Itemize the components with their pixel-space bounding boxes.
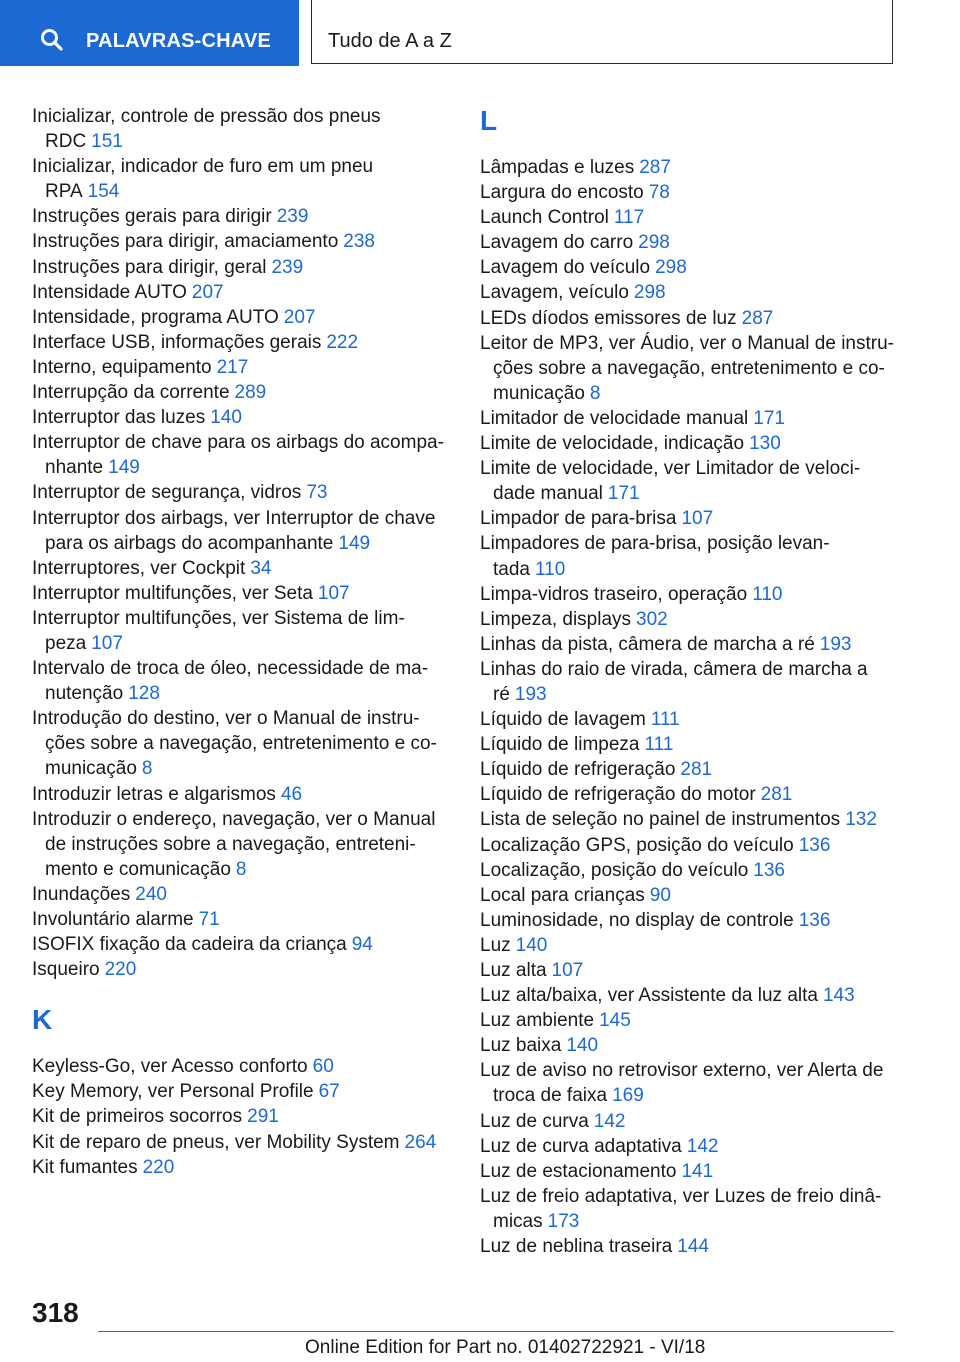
index-term: Luz de curva adaptativa — [480, 1135, 682, 1157]
index-term: Luz de freio adaptativa, ver Luzes de freio dinâ- — [480, 1185, 882, 1207]
index-term: Inicializar, controle de pressão dos pneus — [32, 106, 381, 127]
index-term-continuation: nhante — [45, 457, 104, 479]
index-entry — [32, 280, 452, 305]
index-entry — [480, 657, 910, 707]
index-term: Linhas da pista, câmera de marcha a ré — [480, 633, 815, 655]
index-term: Introdução do destino, ver o Manual de instru- — [32, 708, 420, 730]
page-reference-link[interactable]: 111 — [644, 734, 674, 756]
page-reference-link[interactable]: 140 — [566, 1035, 599, 1057]
index-entry — [32, 154, 452, 204]
page-reference-link[interactable]: 193 — [819, 633, 852, 655]
index-entry — [32, 581, 452, 606]
index-term: Inicializar, indicador de furo em um pneu — [32, 156, 374, 178]
page-reference-link[interactable]: 149 — [338, 532, 371, 554]
index-term: Interruptor multifunções, ver Sistema de lim- — [32, 607, 405, 629]
index-term: Intensidade AUTO — [32, 281, 187, 303]
index-term-continuation: tada — [493, 558, 530, 580]
index-term: Limpa-vidros traseiro, operação — [480, 583, 748, 605]
index-entry — [32, 380, 452, 405]
index-entry — [480, 983, 910, 1008]
index-entry — [32, 506, 452, 556]
page-reference-link[interactable]: 287 — [639, 157, 671, 178]
index-term: Lavagem do carro — [480, 232, 634, 254]
page-reference-link[interactable]: 151 — [91, 131, 123, 153]
page-reference-link[interactable]: 8 — [589, 382, 601, 404]
index-term: Interno, equipamento — [32, 356, 212, 378]
index-term: Luz de curva — [480, 1110, 589, 1132]
page-reference-link[interactable]: 110 — [752, 583, 783, 605]
index-term: Largura do encosto — [480, 182, 644, 204]
index-entry — [480, 1109, 910, 1134]
page-reference-link[interactable]: 8 — [141, 758, 153, 780]
page-reference-link[interactable]: 71 — [198, 909, 220, 930]
index-entry — [480, 757, 910, 782]
index-term: Luz de aviso no retrovisor externo, ver Alerta de — [480, 1060, 884, 1082]
page-header — [0, 0, 960, 66]
index-term: Kit de reparo de pneus, ver Mobility System — [32, 1131, 400, 1153]
index-entry — [32, 405, 452, 430]
index-term-continuation: para os airbags do acompanhante — [45, 532, 334, 554]
page-reference-link[interactable]: 298 — [638, 232, 670, 254]
index-term: Líquido de lavagem — [480, 709, 646, 731]
index-entry — [32, 932, 452, 957]
index-term: Kit de primeiros socorros — [32, 1106, 243, 1128]
index-term: Launch Control — [480, 207, 609, 229]
page-reference-link[interactable]: 132 — [845, 809, 877, 831]
page-reference-link[interactable]: 73 — [306, 482, 328, 504]
page-reference-link[interactable]: 8 — [235, 858, 247, 880]
index-entry — [480, 456, 910, 506]
page-reference-link[interactable]: 171 — [753, 407, 785, 429]
index-entry — [32, 606, 452, 656]
index-term: Localização GPS, posição do veículo — [480, 834, 794, 856]
index-entry — [32, 355, 452, 380]
index-entry — [32, 330, 452, 355]
page-reference-link[interactable]: 34 — [250, 557, 272, 579]
index-entry — [480, 782, 910, 807]
index-term: Limite de velocidade, ver Limitador de veloci- — [480, 458, 861, 480]
page-reference-link[interactable]: 136 — [798, 834, 831, 856]
page-reference-link[interactable]: 136 — [753, 859, 785, 881]
page-reference-link[interactable]: 143 — [822, 985, 855, 1007]
page-reference-link[interactable]: 220 — [104, 959, 137, 981]
footer-divider — [98, 1331, 894, 1332]
index-entry — [480, 607, 910, 632]
index-term: Limite de velocidade, indicação — [480, 433, 745, 455]
index-term: Instruções gerais para dirigir — [32, 206, 272, 228]
index-term: Interruptor de chave para os airbags do acompa- — [32, 432, 444, 454]
index-term: ISOFIX fixação da cadeira da criança — [32, 934, 347, 956]
index-term: Introduzir letras e algarismos — [32, 783, 276, 805]
index-term: Lavagem do veículo — [480, 257, 651, 279]
index-term-continuation: micas — [493, 1210, 543, 1232]
index-entry — [32, 305, 452, 330]
page-reference-link[interactable]: 264 — [404, 1131, 437, 1153]
page-reference-link[interactable]: 149 — [108, 457, 140, 479]
page-reference-link[interactable]: 239 — [276, 206, 309, 228]
index-entry — [480, 632, 910, 657]
page-number: 318 — [32, 1297, 79, 1328]
a-to-z-tab[interactable] — [311, 0, 893, 64]
index-term-continuation: dade manual — [493, 483, 603, 505]
index-term: Interrupção da corrente — [32, 382, 230, 404]
index-term: Leitor de MP3, ver Áudio, ver o Manual de instru- — [480, 332, 894, 354]
index-column-left — [32, 104, 452, 1180]
index-entry — [32, 255, 452, 280]
index-term: Interface USB, informações gerais — [32, 331, 322, 353]
index-entry — [480, 582, 910, 607]
index-entry — [480, 1033, 910, 1058]
index-entry — [480, 707, 910, 732]
index-entry — [480, 506, 910, 531]
page-reference-link[interactable]: 173 — [547, 1210, 580, 1232]
index-term: Luz de neblina traseira — [480, 1236, 673, 1258]
index-entry — [480, 406, 910, 431]
page-reference-link[interactable]: 46 — [280, 783, 303, 805]
page-reference-link[interactable]: 140 — [515, 934, 548, 956]
page-reference-link[interactable]: 171 — [607, 483, 640, 505]
index-entry — [480, 531, 910, 581]
index-term: Isqueiro — [32, 959, 100, 981]
index-term-continuation: RPA — [45, 181, 83, 203]
index-term-continuation: mento e comunicação — [45, 858, 231, 880]
page-reference-link[interactable]: 111 — [650, 709, 680, 731]
index-term: Involuntário alarme — [32, 909, 194, 930]
index-term: Limpadores de para-brisa, posição levan- — [480, 533, 830, 555]
index-entry — [32, 1130, 452, 1155]
page-reference-link[interactable]: 144 — [677, 1236, 709, 1258]
index-entry — [480, 908, 910, 933]
index-entry — [32, 706, 452, 781]
index-term: Interruptor dos airbags, ver Interruptor de chave — [32, 507, 436, 529]
index-term-continuation: nutenção — [45, 683, 124, 705]
index-entry — [480, 1008, 910, 1033]
section-letter-k: K — [32, 1004, 53, 1036]
index-term: Luz ambiente — [480, 1010, 595, 1032]
index-entry — [480, 431, 910, 456]
index-entry — [480, 205, 910, 230]
index-term: Linhas do raio de virada, câmera de marcha a — [480, 658, 868, 680]
page-reference-link[interactable]: 130 — [749, 433, 781, 455]
page-reference-link[interactable]: 67 — [318, 1081, 340, 1103]
keywords-button[interactable] — [0, 0, 299, 66]
index-entry — [32, 556, 452, 581]
page-reference-link[interactable]: 90 — [649, 884, 671, 906]
index-entry — [32, 907, 452, 932]
search-icon — [40, 28, 64, 52]
index-term: Luz alta — [480, 960, 547, 981]
index-entry — [480, 280, 910, 305]
page-reference-link[interactable]: 141 — [681, 1160, 714, 1182]
index-entry — [480, 1058, 910, 1108]
page-reference-link[interactable]: 287 — [741, 307, 774, 329]
index-entry — [32, 480, 452, 505]
index-entry — [480, 255, 910, 280]
page-reference-link[interactable]: 117 — [613, 207, 645, 229]
page-reference-link[interactable]: 302 — [636, 608, 668, 630]
page-reference-link[interactable]: 94 — [351, 934, 373, 956]
page-reference-link[interactable]: 289 — [234, 382, 267, 404]
index-entry — [32, 204, 452, 229]
index-term: Líquido de limpeza — [480, 734, 640, 756]
index-column-right — [480, 104, 910, 1259]
index-term: Intervalo de troca de óleo, necessidade de ma- — [32, 658, 429, 680]
page-reference-link[interactable]: 142 — [686, 1135, 719, 1157]
index-entry — [480, 1134, 910, 1159]
page-reference-link[interactable]: 238 — [343, 231, 375, 253]
index-term: Lâmpadas e luzes — [480, 157, 635, 178]
index-entry — [480, 180, 910, 205]
index-term: Inundações — [32, 883, 131, 905]
index-term-continuation: peza — [45, 632, 87, 654]
page-reference-link[interactable]: 78 — [648, 182, 670, 204]
index-entry — [32, 229, 452, 254]
index-entry — [480, 833, 910, 858]
page-reference-link[interactable]: 239 — [271, 256, 304, 278]
a-to-z-label: Tudo de A a Z — [328, 30, 452, 52]
index-entry — [480, 331, 910, 406]
index-term-continuation: ré — [493, 683, 510, 705]
index-term: Local para crianças — [480, 884, 645, 906]
index-entry — [480, 155, 910, 180]
page-reference-link[interactable]: 291 — [247, 1106, 279, 1128]
index-entry — [480, 933, 910, 958]
index-entry — [32, 104, 452, 154]
index-entry — [480, 230, 910, 255]
index-term-continuation: ções sobre a navegação, entretenimento e co- — [493, 357, 885, 379]
index-term: Luz alta/baixa, ver Assistente da luz alta — [480, 985, 818, 1007]
index-entry — [32, 782, 452, 807]
index-term-continuation: municação — [493, 382, 585, 404]
index-term: Luz — [480, 934, 511, 956]
page-reference-link[interactable]: 107 — [317, 582, 350, 604]
index-term: LEDs díodos emissores de luz — [480, 307, 737, 329]
index-entry — [32, 1104, 452, 1129]
index-term: Instruções para dirigir, geral — [32, 256, 267, 278]
page-reference-link[interactable]: 240 — [135, 883, 167, 905]
index-term: Interruptor de segurança, vidros — [32, 482, 302, 504]
index-entry — [32, 430, 452, 480]
index-entry — [32, 1155, 452, 1180]
index-term: Limpador de para-brisa — [480, 508, 677, 530]
index-term-continuation: troca de faixa — [493, 1085, 608, 1107]
page-reference-link[interactable]: 110 — [534, 558, 566, 580]
page-reference-link[interactable]: 107 — [91, 632, 123, 654]
index-entry — [480, 858, 910, 883]
page-reference-link[interactable]: 222 — [326, 331, 359, 353]
index-term: Keyless-Go, ver Acesso conforto — [32, 1056, 308, 1078]
page-reference-link[interactable]: 207 — [283, 306, 316, 328]
index-term-continuation: RDC — [45, 131, 87, 153]
index-term: Luz baixa — [480, 1035, 562, 1057]
page-reference-link[interactable]: 140 — [210, 407, 242, 429]
index-term: Kit fumantes — [32, 1156, 138, 1178]
index-entry — [32, 656, 452, 706]
index-entry — [480, 807, 910, 832]
index-term: Limitador de velocidade manual — [480, 407, 749, 429]
index-entry — [480, 1159, 910, 1184]
index-entry — [32, 1054, 452, 1079]
index-term: Intensidade, programa AUTO — [32, 306, 279, 328]
page-reference-link[interactable]: 136 — [798, 909, 831, 931]
page-reference-link[interactable]: 60 — [312, 1056, 334, 1078]
page-reference-link[interactable]: 107 — [681, 508, 714, 530]
section-letter-l: L — [480, 105, 498, 136]
index-term: Luz de estacionamento — [480, 1160, 677, 1182]
index-entry — [32, 807, 452, 882]
page-reference-link[interactable]: 169 — [612, 1085, 644, 1107]
index-term: Key Memory, ver Personal Profile — [32, 1081, 314, 1103]
page-reference-link[interactable]: 142 — [593, 1110, 626, 1132]
page-reference-link[interactable]: 107 — [551, 960, 584, 981]
index-term: Líquido de refrigeração do motor — [480, 784, 756, 806]
page-reference-link[interactable]: 193 — [514, 683, 547, 705]
index-entry — [32, 882, 452, 907]
page-reference-link[interactable]: 220 — [142, 1156, 175, 1178]
index-term-continuation: ções sobre a navegação, entretenimento e co- — [45, 733, 437, 755]
page-reference-link[interactable]: 217 — [216, 356, 249, 378]
index-term-continuation: municação — [45, 758, 137, 780]
page-reference-link[interactable]: 298 — [633, 282, 666, 304]
page-reference-link[interactable]: 207 — [191, 281, 224, 303]
index-entry — [32, 1079, 452, 1104]
index-term: Luminosidade, no display de controle — [480, 909, 794, 931]
index-entry — [480, 883, 910, 908]
page-reference-link[interactable]: 154 — [87, 181, 120, 203]
index-term: Interruptores, ver Cockpit — [32, 557, 246, 579]
index-entry — [480, 1184, 910, 1234]
index-entry — [480, 306, 910, 331]
index-term: Lavagem, veículo — [480, 282, 629, 304]
index-term-continuation: de instruções sobre a navegação, entreteni- — [45, 833, 416, 855]
page-reference-link[interactable]: 298 — [655, 257, 687, 279]
page-reference-link[interactable]: 281 — [680, 759, 713, 781]
edition-note: Online Edition for Part no. 01402722921 - VI/18 — [305, 1337, 706, 1358]
index-term: Localização, posição do veículo — [480, 859, 749, 881]
index-term: Introduzir o endereço, navegação, ver o Manual — [32, 808, 436, 830]
index-term: Lista de seleção no painel de instrumentos — [480, 809, 841, 831]
index-term: Instruções para dirigir, amaciamento — [32, 231, 339, 253]
page-reference-link[interactable]: 145 — [599, 1010, 631, 1032]
index-term: Interruptor multifunções, ver Seta — [32, 582, 313, 604]
keywords-button-label: PALAVRAS-CHAVE — [86, 30, 272, 52]
index-term: Limpeza, displays — [480, 608, 632, 630]
page-reference-link[interactable]: 281 — [760, 784, 793, 806]
index-entry — [480, 732, 910, 757]
index-entry — [32, 957, 452, 982]
index-entry — [480, 1234, 910, 1259]
index-term: Líquido de refrigeração — [480, 759, 676, 781]
index-entry — [480, 958, 910, 983]
index-term: Interruptor das luzes — [32, 407, 206, 429]
page-reference-link[interactable]: 128 — [128, 683, 160, 705]
